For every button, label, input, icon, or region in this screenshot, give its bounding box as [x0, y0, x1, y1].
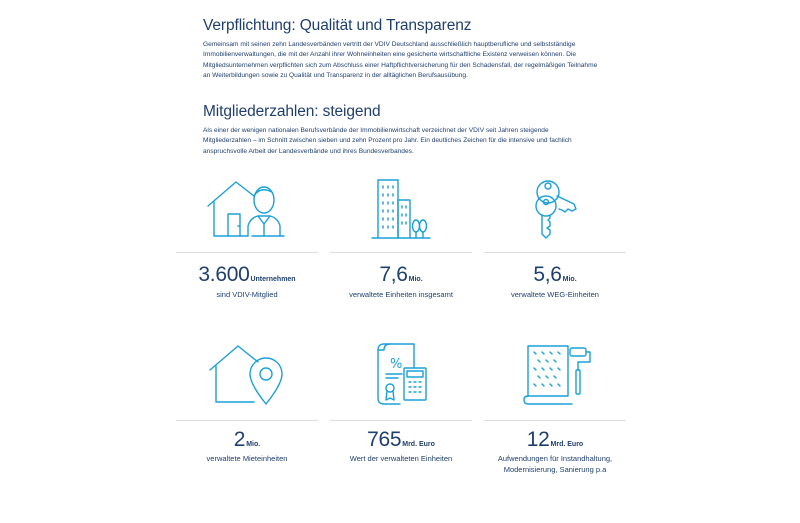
- house-person-icon: [170, 176, 324, 256]
- divider: [330, 252, 472, 253]
- section-title: Mitgliederzahlen: steigend: [203, 103, 381, 120]
- stat-label: Aufwendungen für Instandhaltung, Modernisierung, Sanierung p.a: [497, 454, 613, 474]
- stat-unit: Unternehmen: [250, 276, 296, 283]
- stat-value-line: [324, 263, 478, 287]
- stat-value: 2: [233, 428, 246, 451]
- stat-unit: Mio.: [246, 441, 261, 448]
- divider: [484, 420, 626, 421]
- section-quality: [203, 17, 598, 81]
- house-location-icon: [170, 340, 324, 420]
- svg-text:%: %: [390, 357, 403, 372]
- stat-label: verwaltete WEG-Einheiten: [511, 290, 599, 299]
- divider: [176, 420, 318, 421]
- stat-unit: Mio.: [408, 276, 423, 283]
- stat-label: verwaltete Einheiten insgesamt: [349, 290, 453, 299]
- stat-value-line: [478, 263, 632, 287]
- stat-label: sind VDIV-Mitglied: [216, 290, 278, 299]
- divider: [484, 252, 626, 253]
- stat-value: 3.600: [198, 263, 250, 286]
- divider: [330, 420, 472, 421]
- stat-unit: Mio.: [562, 276, 577, 283]
- section-members: [203, 103, 598, 157]
- section-body: Als einer der wenigen nationalen Berufsverbände der Immobilienwirtschaft verzeichnet der VDIV seit Jahren steigende Mitgliederzahlen – im Schnitt zwischen sieben und zehn Prozent pro Jahr. Ein deutliches Zeichen für die intensive und fachlich anspruchsvolle Arbeit der Landesverbände und ihres Bundesverbandes.: [203, 127, 572, 155]
- stat-value-line: [170, 428, 324, 452]
- section-title: Verpflichtung: Qualität und Transparenz: [203, 17, 472, 34]
- stat-unit: Mrd. Euro: [402, 441, 435, 448]
- buildings-icon: [324, 176, 478, 256]
- stat-label: verwaltete Mieteinheiten: [206, 454, 288, 463]
- document-calculator-icon: [324, 340, 478, 420]
- stat-value-line: [324, 428, 478, 452]
- keys-icon: [478, 176, 632, 256]
- stat-value: 765: [367, 428, 402, 451]
- stat-value: 5,6: [533, 263, 562, 286]
- divider: [176, 252, 318, 253]
- wallpaper-roller-icon: [478, 340, 632, 420]
- stat-unit: Mrd. Euro: [550, 441, 584, 448]
- stat-value-line: [170, 263, 324, 287]
- stat-value-line: [478, 428, 632, 452]
- stat-value: 12: [526, 428, 550, 451]
- stat-label: Wert der verwalteten Einheiten: [349, 454, 453, 463]
- section-body: Gemeinsam mit seinen zehn Landesverbänden vertritt der VDIV Deutschland ausschließlich hauptberufliche und selbstständige Immobilienverwaltungen, die mit der Anzahl ihrer Wohneinheiten eine gesicherte wirtschaftliche Existenz verweisen können. Die Mitgliedsunternehmen verpflichten sich zum Abschluss einer Haftpflichtversicherung für den Schadensfall, der regelmäßigen Teilnahme an Weiterbildungen sowie zu Qualität und Transparenz in der alltäglichen Berufsausübung.: [203, 41, 598, 79]
- stat-value: 7,6: [379, 263, 408, 286]
